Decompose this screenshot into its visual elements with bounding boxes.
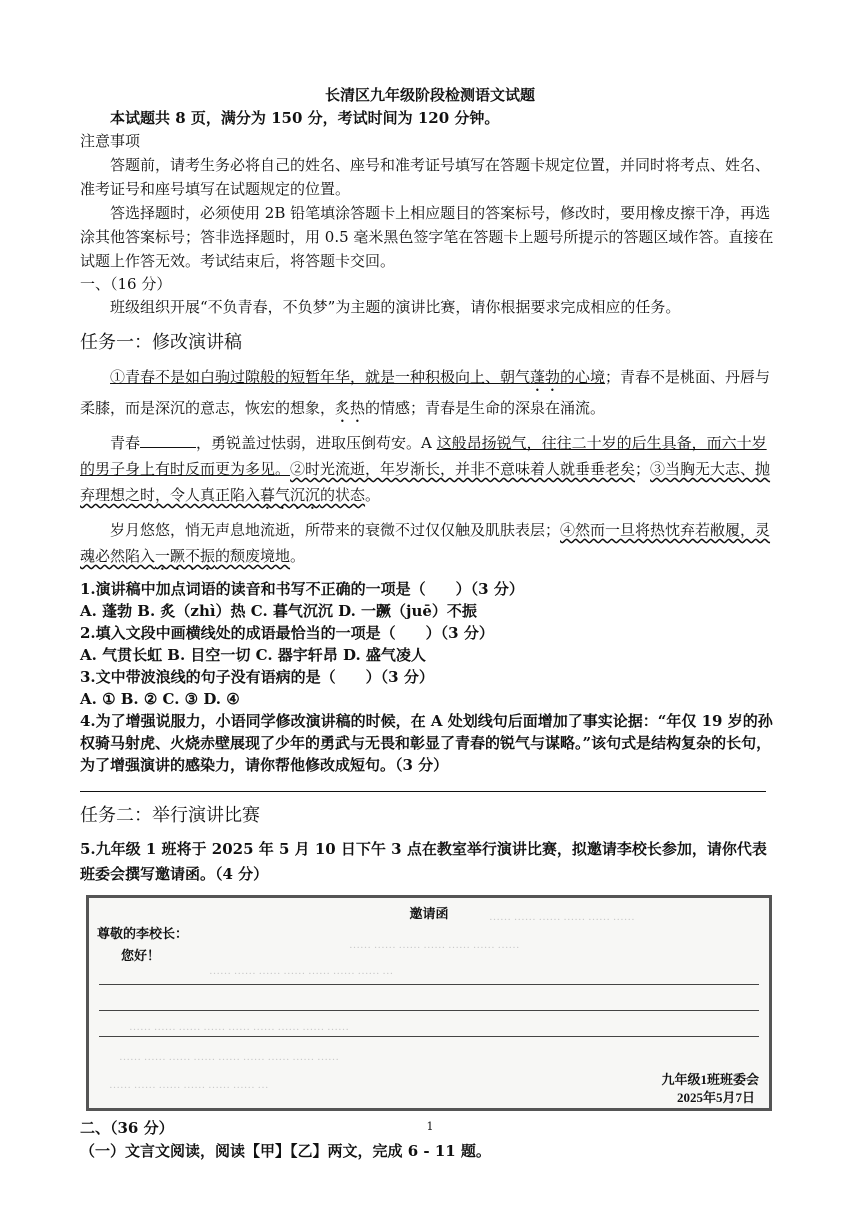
task-1-heading: 任务一：修改演讲稿 [80, 332, 242, 353]
answer-line [80, 790, 766, 792]
underlined-sentence-1: ①青春不是如白驹过隙般的短暂年华，就是一种积极向上、朝气蓬勃的心境 [110, 368, 606, 386]
letter-salutation: 尊敬的李校长： [97, 926, 189, 941]
underlined-sentence-a: 这般昂扬锐气，往往二十岁的后生具备，而六十岁的男子身上有时反而更为多见。 [80, 434, 767, 478]
letter-greeting: 您好！ [121, 948, 161, 963]
question-1-options: A. 蓬勃 B. 炙（zhì）热 C. 暮气沉沉 D. 一蹶（juē）不振 [80, 602, 477, 620]
question-2: 2.填入文段中画横线处的成语最恰当的一项是（ ）（3 分） [80, 624, 494, 642]
letter-line-2 [99, 1010, 759, 1011]
speech-paragraph-1: ①青春不是如白驹过隙般的短暂年华，就是一种积极向上、朝气蓬勃的心境；青春不是桃面、丹唇与柔膝，而是深沉的意志，恢宏的想象，炙热的情感；青春是生命的深泉在涌流。 [80, 368, 771, 417]
question-3-options: A. ① B. ② C. ③ D. ④ [80, 690, 240, 708]
task-2-heading: 任务二：举行演讲比赛 [80, 805, 260, 826]
letter-line-1 [99, 984, 759, 985]
letter-signature: 九年级1班班委会 [661, 1072, 759, 1087]
dotted-word-2: 炙热 [335, 399, 366, 417]
question-4: 4.为了增强说服力，小语同学修改演讲稿的时候，在 A 处划线句后面增加了事实论据：“年仅 19 岁的孙权骑马射虎、火烧赤壁展现了少年的勇武与无畏和彰显了青春的锐气与谋略。”该句式是结构复杂的长句，为了增强演讲的感染力，请你帮他修改成短句。（3 分） [80, 712, 773, 774]
exam-page [80, 84, 780, 1163]
wavy-sentence-3: ③当胸无大志、抛弃理想之时，令人真正陷入暮气沉沉的状态 [80, 460, 771, 504]
dotted-word-3: 暮气沉沉 [260, 486, 321, 504]
question-2-options: A. 气贯长虹 B. 目空一切 C. 器宇轩昂 D. 盛气凌人 [80, 646, 426, 664]
section-2-sub: （一）文言文阅读，阅读【甲】【乙】两文，完成 6 - 11 题。 [80, 1142, 491, 1160]
page-number: 1 [426, 1120, 434, 1133]
dotted-word-1: 蓬勃 [530, 368, 561, 386]
letter-date: 2025年5月7日 [676, 1090, 755, 1105]
question-3: 3.文中带波浪线的句子没有语病的是（ ）（3 分） [80, 668, 434, 686]
invitation-letter-image: …… …… …… …… …… …… …… …… …… …… …… …… …… …… …… …… …… …… …… …… … …… …… …… …… …… …… …… …… …… …… …… …… …… …… …… …… …… …… …… …… …… …… …… …… … 邀请函 尊敬的李校长： 您好！ 九年级1班班委会 2025年5月7日 [86, 895, 772, 1111]
notice-item-1: 答题前，请考生务必将自己的姓名、座号和准考证号填写在答题卡规定位置，并同时将考点、姓名、准考证号和座号填写在试题规定的位置。 [80, 156, 771, 198]
question-1: 1.演讲稿中加点词语的读音和书写不正确的一项是（ ）（3 分） [80, 580, 524, 598]
letter-line-3 [99, 1036, 759, 1037]
exam-title: 长清区九年级阶段检测语文试题 [324, 86, 535, 104]
notice-title: 注意事项 [80, 132, 141, 150]
fill-blank [140, 433, 196, 448]
notice-item-2: 答选择题时，必须使用 2B 铅笔填涂答题卡上相应题目的答案标号，修改时，要用橡皮擦干净，再选涂其他答案标号；答非选择题时，用 0.5 毫米黑色签字笔在答题卡上题号所提示的答题区域作答。直接在试题上作答无效。考试结束后，将答题卡交回。 [80, 204, 774, 270]
dotted-word-4: 一蹶不振 [155, 547, 216, 565]
section-1-heading: 一、（16 分） [80, 275, 172, 293]
speech-paragraph-2: 青春 ，勇锐盖过怯弱，进取压倒苟安。A 这般昂扬锐气，往往二十岁的后生具备，而六十岁的男子身上有时反而更为多见。②时光流逝，年岁渐长，并非不意味着人就垂垂老矣；③当胸无大志、抛弃理想之时，令人真正陷入暮气沉沉的状态。 [80, 434, 771, 504]
exam-summary: 本试题共 8 页，满分为 150 分，考试时间为 120 分钟。 [110, 109, 500, 127]
wavy-sentence-2: ②时光流逝，年岁渐长，并非不意味着人就垂垂老矣 [290, 460, 636, 478]
section-1-lead: 班级组织开展“不负青春，不负梦”为主题的演讲比赛，请你根据要求完成相应的任务。 [110, 298, 681, 316]
wavy-sentence-4: ④然而一旦将热忱弃若敝履，灵魂必然陷入一蹶不振的颓废境地 [80, 521, 771, 565]
section-2-heading: 二、（36 分） [80, 1119, 174, 1137]
question-5: 5.九年级 1 班将于 2025 年 5 月 10 日下午 3 点在教室举行演讲比赛，拟邀请李校长参加，请你代表班委会撰写邀请函。（4 分） [80, 840, 767, 883]
letter-title: 邀请函 [409, 906, 449, 921]
speech-paragraph-3: 岁月悠悠，悄无声息地流逝，所带来的衰微不过仅仅触及肌肤表层；④然而一旦将热忱弃若敝履，灵魂必然陷入一蹶不振的颓废境地。 [80, 521, 771, 565]
